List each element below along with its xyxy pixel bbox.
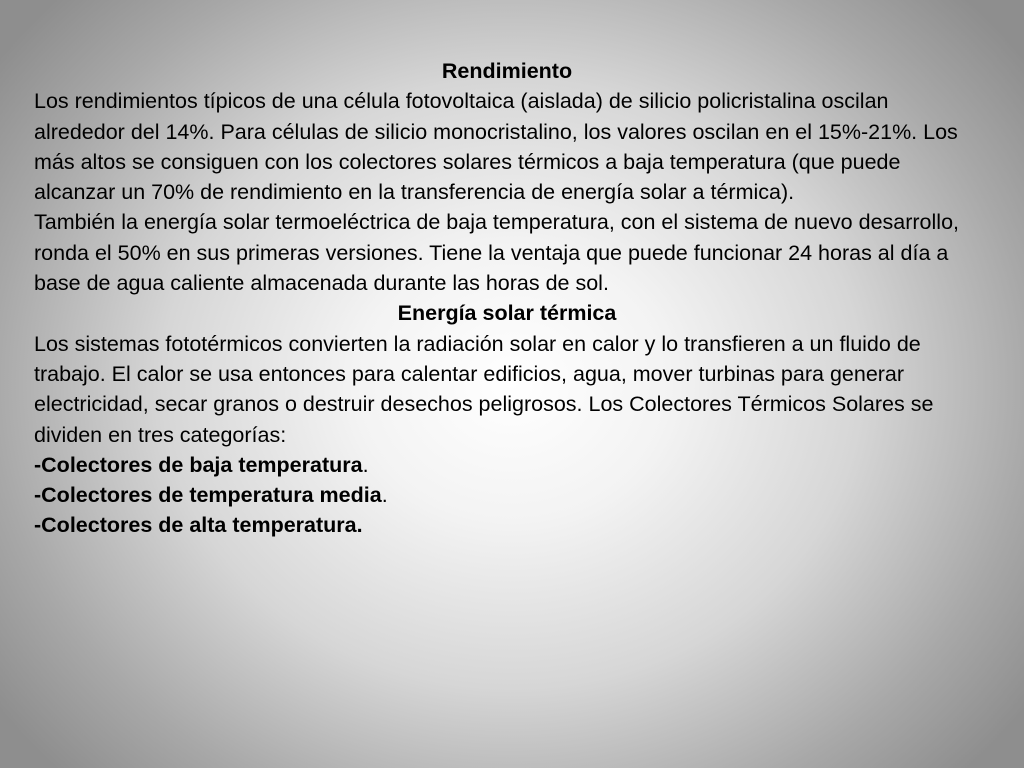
list-item [34, 510, 980, 540]
list-item-suffix: . [362, 452, 369, 477]
paragraph-termoelectrica: También la energía solar termoeléctrica de baja temperatura, con el sistema de nuevo desarrollo, ronda el 50% en sus primeras versiones. Tiene la ventaja que puede funcionar 24 horas al día a base de agua caliente almacenada durante las horas de sol. [34, 210, 959, 296]
list-item-label: -Colectores de temperatura media [34, 483, 382, 508]
heading-rendimiento: Rendimiento [441, 59, 573, 83]
list-item-suffix: . [381, 483, 388, 508]
paragraph-rendimiento-celulas: Los rendimientos típicos de una célula fotovoltaica (aislada) de silicio policristalina oscilan alrededor del 14%. Para células de silicio monocristalino, los valores oscilan en el 15%-21%. Los más altos se consiguen con los colectores solares térmicos a baja temperatura (que puede alcanzar un 70% de rendimiento en la transferencia de energía solar a térmica). [34, 89, 958, 205]
list-item-label: -Colectores de baja temperatura [34, 452, 363, 477]
paragraph-sistemas-fototermicos: Los sistemas fototérmicos convierten la radiación solar en calor y lo transfieren a un fluido de trabajo. El calor se usa entonces para calentar edificios, agua, mover turbinas para generar electricidad, secar granos o destruir desechos peligrosos. Los Colectores Térmicos Solares se dividen en tres categorías: [34, 331, 934, 447]
list-item [34, 450, 980, 480]
list-item [34, 480, 980, 510]
heading-energia-solar-termica: Energía solar térmica [397, 301, 617, 326]
slide-content [34, 56, 980, 541]
list-item-label: -Colectores de alta temperatura. [34, 513, 363, 538]
